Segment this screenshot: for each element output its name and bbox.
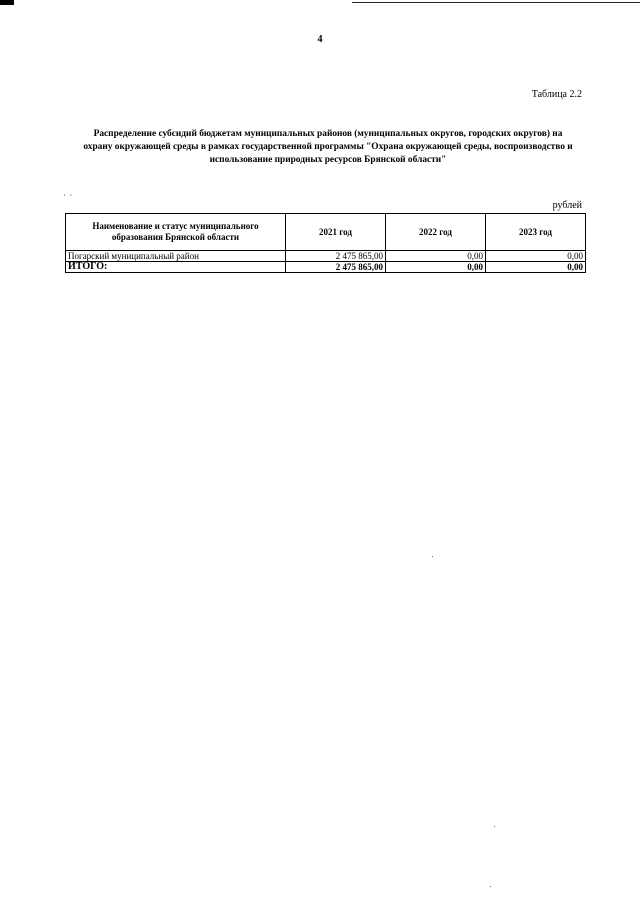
table-row [66,251,586,262]
title-line: Распределение субсидий бюджетам муниципальных районов (муниципальных округов, городских округов) на [93,129,563,139]
title-line: использование природных ресурсов Брянской области" [209,155,447,165]
column-header-name: Наименование и статус муниципального образования Брянской области [66,214,286,251]
title-line: охрану окружающей среды в рамках государственной программы "Охрана окружающей среды, воспроизводство и [83,142,573,152]
cell-2021: 2 475 865,00 [286,251,386,262]
scan-speck [432,556,433,557]
page-number: 4 [317,34,323,45]
table-label: Таблица 2.2 [531,89,582,100]
cell-municipality: Погарский муниципальный район [66,251,286,262]
document-title [70,128,586,167]
table-header-row [66,214,586,251]
scan-dots: · · [63,191,74,200]
scan-mark [0,0,14,5]
cell-2022: 0,00 [386,251,486,262]
units-label: рублей [552,200,582,211]
column-header-2022: 2022 год [386,214,486,251]
subsidy-table [65,213,586,273]
total-2021: 2 475 865,00 [286,262,386,273]
total-row [66,262,586,273]
column-header-2021: 2021 год [286,214,386,251]
total-2023: 0,00 [486,262,586,273]
scan-speck [490,886,491,887]
cell-2023: 0,00 [486,251,586,262]
column-header-2023: 2023 год [486,214,586,251]
scan-speck [494,826,495,827]
total-2022: 0,00 [386,262,486,273]
total-label: ИТОГО: [66,262,286,273]
scan-line [352,2,640,3]
